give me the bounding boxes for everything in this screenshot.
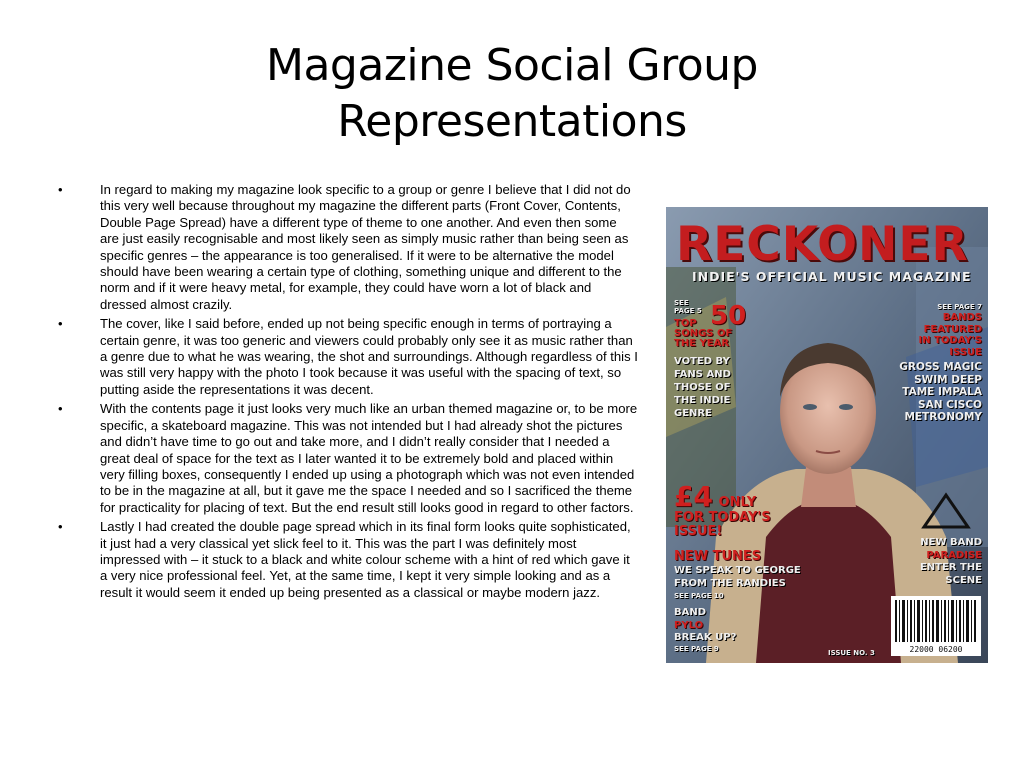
barcode-icon [891,596,981,646]
bullet-text: In regard to making my magazine look specific to a group or genre I believe that I did not do this very well because throughout my magazine the different parts (Front Cover, Contents, Double Page Spread) have a different type of theme to one another. And even then some are just easily recognisable and most likely seen as simply music rather than being seen as specific genres – the appearance is too generalised. If it were to be alternative the model should have been wearing a certain type of clothing, something unique and different to the norm and if it were heavy metal, for example, they could have worn a lot of black and dressed almost crazily. [100,182,631,312]
cover-top50-line-1: TOP [674,318,697,329]
cover-new-tunes [674,549,801,600]
cover-new-tunes-line-2: WE SPEAK TO GEORGE [674,565,801,576]
bullet-icon: • [58,401,63,417]
cover-band-label: BAND [674,607,707,618]
cover-band-pylo [674,607,736,653]
cover-bands-line: ISSUE [949,346,982,358]
cover-bands-line: IN TODAY'S [918,335,982,346]
cover-new-tunes-line-3: FROM THE RANDIES [674,578,786,589]
cover-new-tunes-title: NEW TUNES [674,549,762,564]
cover-price-block [674,480,771,539]
cover-band-name: TAME IMPALA [902,386,982,398]
bullet-icon: • [58,519,63,535]
bullet-item [58,316,638,398]
cover-new-band-name: PARADISE [926,549,982,561]
bullet-icon: • [58,316,63,332]
cover-top50-line-3: THE YEAR [674,338,730,349]
bullet-item [58,401,638,516]
barcode-number: 22000 06200 [909,645,963,654]
cover-see-page-10: SEE PAGE 10 [674,592,724,600]
bullet-icon: • [58,182,63,197]
cover-see-page-7: SEE PAGE 7 [937,303,982,311]
cover-break-up: BREAK UP? [674,632,737,643]
cover-top50-text [674,319,732,349]
cover-voted-line: GENRE [674,408,712,419]
cover-voted-line: FANS AND [674,369,731,380]
cover-new-band-line-1: NEW BAND [920,537,982,548]
cover-masthead: RECKONER [676,217,969,272]
cover-band-name: SAN CISCO [918,398,982,411]
cover-voted-text [674,355,731,420]
cover-see-page-9: SEE PAGE 9 [674,644,719,653]
cover-tagline: INDIE'S OFFICIAL MUSIC MAGAZINE [692,269,972,284]
cover-band-name: SWIM DEEP [914,373,982,386]
cover-price-only: ONLY [718,495,757,510]
barcode [891,596,981,656]
slide-title [120,38,904,150]
cover-band-list [899,361,982,424]
cover-voted-line: THE INDIE [674,395,731,406]
cover-bands-featured [919,312,982,358]
bullet-text: Lastly I had created the double page spread which in its final form looks quite sophisticated, it just had a very classical yet slick feel to it. This was the part I was definitely most impressed with – it stuck to a black and white colour scheme with a hint of red which gave it a very nice professional feel. Yet, at the same time, I kept it very simple looking and as a result it would seem it ended up being presented as a classical or maybe modern jazz. [100,519,631,600]
cover-price-line-3: ISSUE! [674,524,723,539]
cover-price: £4 [674,480,713,513]
cover-new-band-line-3: ENTER THE [919,562,982,573]
cover-see-page-5 [674,299,702,315]
cover-bands-line: BANDS [942,312,982,323]
slide-title-line-2: Representations [337,96,687,147]
cover-top50-number: 50 [710,301,747,331]
magazine-cover-image [666,207,988,663]
cover-band-pylo-name: PYLO [674,619,704,631]
bullet-item [58,519,638,601]
cover-see-page-5-b: PAGE 5 [674,307,702,315]
slide-title-line-1: Magazine Social Group [266,40,758,91]
cover-band-name: METRONOMY [904,411,982,423]
cover-price-line-2: FOR TODAY'S [674,510,771,525]
cover-bands-line: FEATURED [923,323,982,335]
cover-voted-line: VOTED BY [674,356,730,367]
cover-top50-line-2: SONGS OF [674,328,733,339]
cover-new-band-line-4: SCENE [945,574,982,586]
bullet-list [58,182,638,604]
bullet-item [58,182,638,313]
bullet-text: The cover, like I said before, ended up not being specific enough in terms of portraying a certain genre, it was too generic and viewers could probably only see it as music rather than a genre due to what he was wearing, the shot and surroundings. Although regardless of this I was still very happy with the photo I took because it was useful with the spacing of text, so putting aside the representations it was decent. [100,316,638,397]
cover-issue-number: ISSUE NO. 3 [828,649,875,657]
cover-new-band [920,537,982,587]
cover-voted-line: THOSE OF [674,382,731,393]
cover-see-page-5-a: SEE [674,299,689,307]
bullet-text: With the contents page it just looks very much like an urban themed magazine or, to be more specific, a skateboard magazine. This was not intended but I had already shot the pictures and didn’t have time to go out and take more, and I didn’t really consider that I needed a great deal of space for the text as I later wanted it to be extremely bold and placed within very filling boxes, consequently I ended up using a photograph which was not even intended to be in the magazine at all, but it gave me the space I needed and so I sacrificed the theme for practicality for placing of text. But the end result still looks good in regard to other factors. [100,401,638,515]
cover-band-name: GROSS MAGIC [899,361,982,373]
